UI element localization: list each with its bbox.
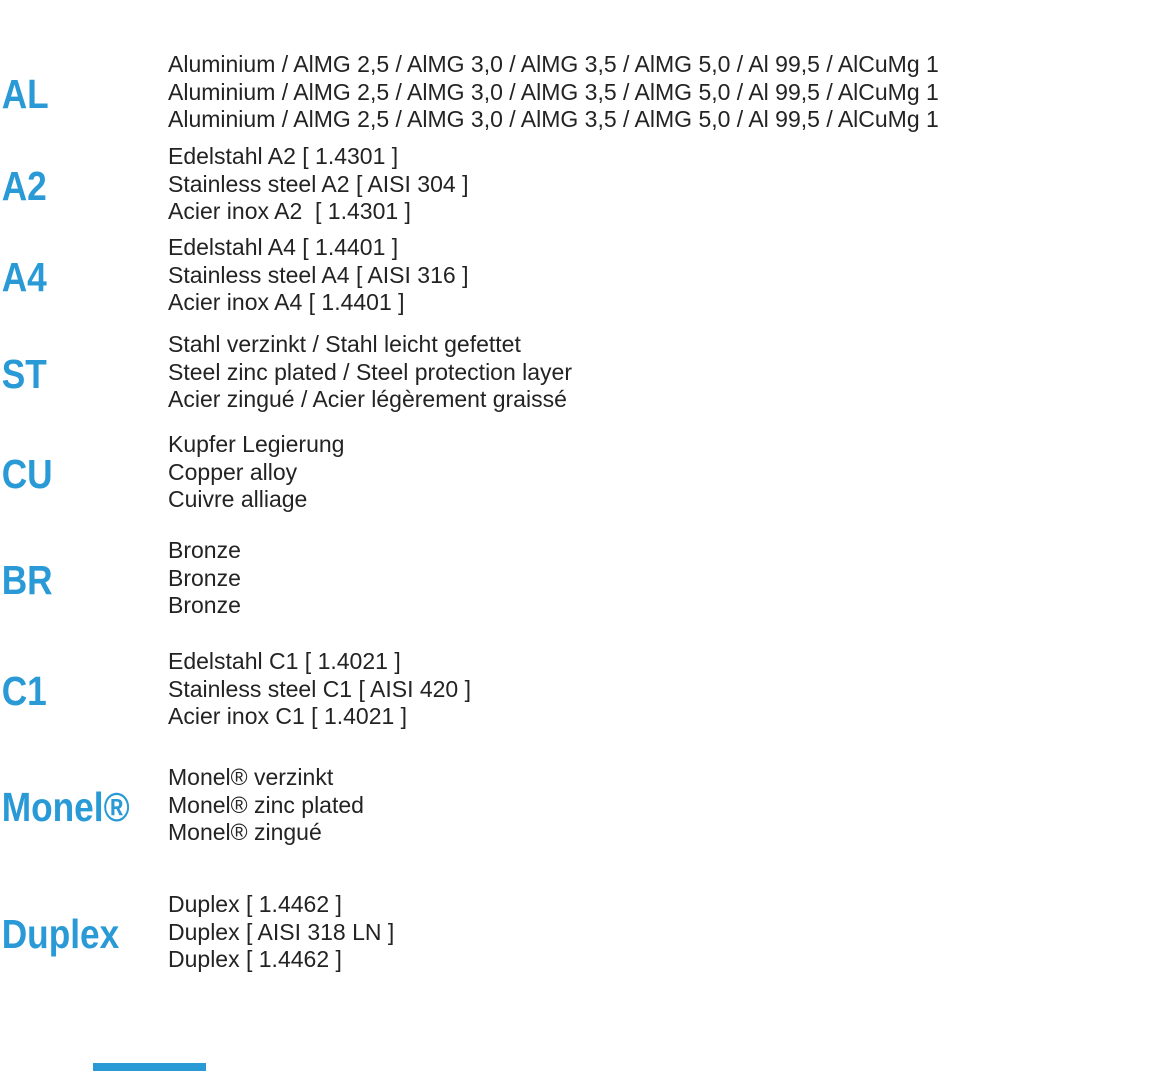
material-code-monel: Monel® [1,784,130,830]
material-description-line: Kupfer Legierung [168,431,345,458]
material-description-line: Duplex [ AISI 318 LN ] [168,918,395,945]
material-code-br: BR [1,557,53,603]
material-row-br [0,537,1160,620]
material-code-c1: C1 [1,668,47,714]
material-description-line: Bronze [168,592,241,619]
material-description-line: Aluminium / AlMG 2,5 / AlMG 3,0 / AlMG 3,5 / AlMG 5,0 / Al 99,5 / AlCuMg 1 [168,51,939,78]
material-description-line: Monel® verzinkt [168,764,334,791]
footer-accent-bar [93,1063,206,1071]
material-code-al: AL [1,71,49,117]
material-description-line: Acier zingué / Acier légèrement graissé [168,386,567,413]
material-descriptions-al [168,51,939,134]
material-description-line: Duplex [ 1.4462 ] [168,891,342,918]
material-row-c1 [0,648,1160,731]
material-descriptions-a2 [168,143,468,226]
material-description-line: Bronze [168,564,241,591]
material-descriptions-monel [168,764,364,847]
material-description-line: Stainless steel A2 [ AISI 304 ] [168,170,469,197]
material-description-line: Stahl verzinkt / Stahl leicht gefettet [168,331,521,358]
material-row-monel [0,764,1160,847]
material-description-line: Copper alloy [168,458,298,485]
material-description-line: Bronze [168,537,241,564]
material-description-line: Duplex [ 1.4462 ] [168,946,342,973]
material-descriptions-cu [168,431,344,514]
material-row-st [0,331,1160,414]
material-description-line: Cuivre alliage [168,486,308,513]
material-description-line: Acier inox A2 [ 1.4301 ] [168,198,411,225]
material-code-cu: CU [1,451,53,497]
material-description-line: Aluminium / AlMG 2,5 / AlMG 3,0 / AlMG 3,5 / AlMG 5,0 / Al 99,5 / AlCuMg 1 [168,78,939,105]
material-row-a4 [0,234,1160,317]
material-descriptions-st [168,331,572,414]
material-descriptions-c1 [168,648,471,731]
material-code-duplex: Duplex [1,911,120,957]
material-code-st: ST [1,351,47,397]
material-description-line: Monel® zinc plated [168,791,364,818]
material-row-a2 [0,143,1160,226]
material-row-duplex [0,891,1160,974]
material-description-line: Acier inox A4 [ 1.4401 ] [168,289,405,316]
material-description-line: Stainless steel C1 [ AISI 420 ] [168,675,471,702]
material-row-al [0,51,1160,134]
material-description-line: Aluminium / AlMG 2,5 / AlMG 3,0 / AlMG 3,5 / AlMG 5,0 / Al 99,5 / AlCuMg 1 [168,106,939,133]
material-descriptions-br [168,537,241,620]
material-description-line: Edelstahl C1 [ 1.4021 ] [168,648,401,675]
material-description-line: Edelstahl A4 [ 1.4401 ] [168,234,399,261]
material-description-line: Acier inox C1 [ 1.4021 ] [168,703,408,730]
material-descriptions-a4 [168,234,468,317]
material-code-a4: A4 [1,254,47,300]
material-description-line: Edelstahl A2 [ 1.4301 ] [168,143,399,170]
material-row-cu [0,431,1160,514]
material-description-line: Monel® zingué [168,819,322,846]
material-code-a2: A2 [1,163,47,209]
material-descriptions-duplex [168,891,394,974]
material-description-line: Stainless steel A4 [ AISI 316 ] [168,261,469,288]
material-description-line: Steel zinc plated / Steel protection layer [168,358,573,385]
